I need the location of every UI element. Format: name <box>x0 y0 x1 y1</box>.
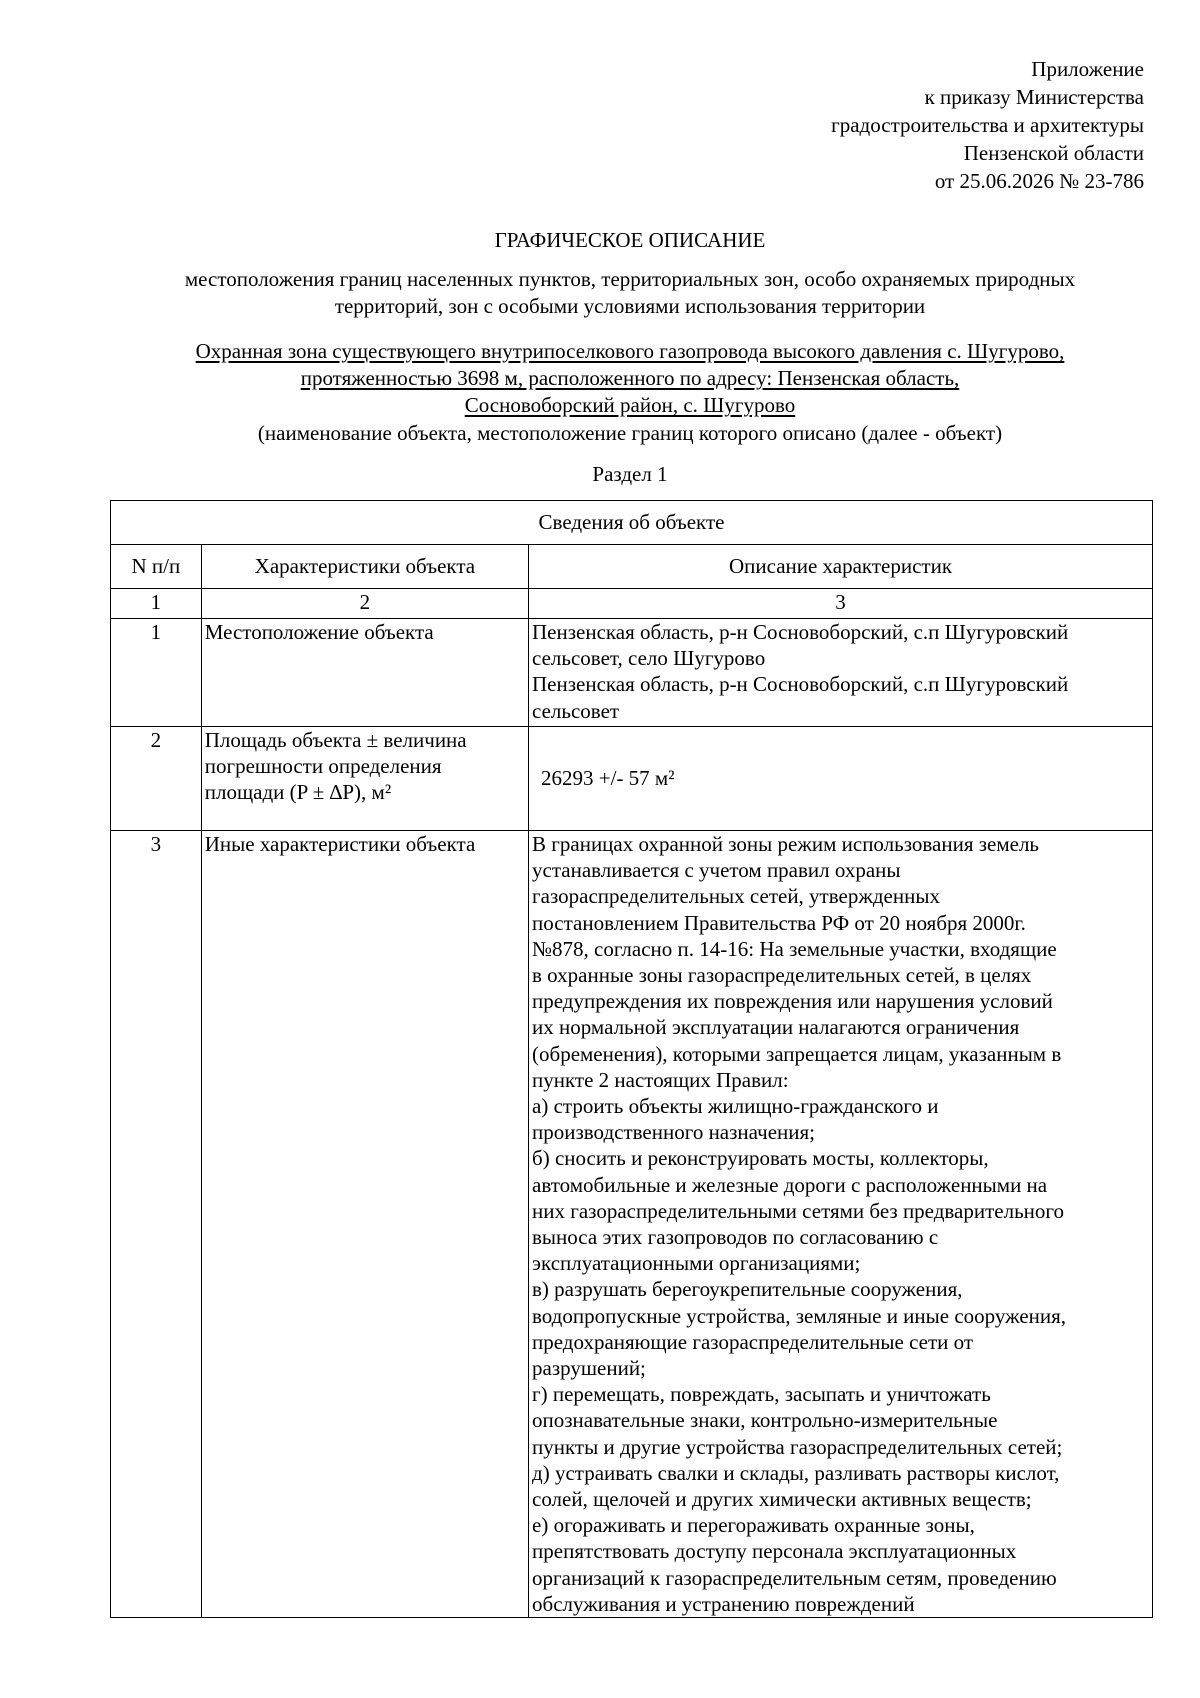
header-line: Приложение <box>1031 57 1144 81</box>
text-line: предупреждения их повреждения или нарушения условий <box>532 989 1053 1014</box>
order-reference-header <box>831 55 1144 195</box>
text-line: постановлением Правительства РФ от 20 ноября 2000г. <box>532 910 1026 935</box>
text-line: пункты и другие устройства газораспределительных сетей; <box>532 1434 1063 1459</box>
object-info-table <box>110 500 1153 1618</box>
row-description <box>529 727 1153 831</box>
text-line: сельсовет <box>532 698 620 723</box>
text-line: (обременения), которыми запрещается лицам, указанным в <box>532 1041 1062 1066</box>
row-characteristic <box>201 619 528 727</box>
text-line: а) строить объекты жилищно-гражданского и <box>532 1094 939 1119</box>
text-line: организаций к газораспределительным сетям, проведению <box>532 1565 1057 1590</box>
text-line: опознавательные знаки, контрольно-измерительные <box>532 1408 998 1433</box>
row-characteristic <box>201 727 528 831</box>
text-line: №878, согласно п. 14-16: На земельные участки, входящие <box>532 936 1057 961</box>
text-line: г) перемещать, повреждать, засыпать и уничтожать <box>532 1382 991 1407</box>
text-line: В границах охранной зоны режим использования земель <box>532 832 1040 856</box>
header-line: к приказу Министерства <box>924 85 1144 109</box>
text-line: их нормальной эксплуатации налагаются ограничения <box>532 1015 1020 1040</box>
text-line: Пензенская область, р-н Сосновоборский, с.п Шугуровский <box>532 620 1069 644</box>
text-line: д) устраивать свалки и склады, разливать растворы кислот, <box>532 1460 1060 1485</box>
column-number: 1 <box>111 589 202 619</box>
text-line: Площадь объекта ± величина <box>204 728 467 752</box>
text-line: площади (P ± ∆P), м² <box>204 780 392 805</box>
subtitle-line: местоположения границ населенных пунктов, территориальных зон, особо охраняемых природных <box>184 267 1076 291</box>
text-line: пункте 2 настоящих Правил: <box>532 1067 789 1092</box>
header-line: от 25.06.2026 № 23-786 <box>934 169 1144 193</box>
row-description <box>529 619 1153 727</box>
text-line: б) сносить и реконструировать мосты, коллекторы, <box>532 1146 989 1171</box>
object-name-line: Охранная зона существующего внутрипоселкового газопровода высокого давления с. Шугурово, <box>195 339 1065 363</box>
object-name <box>110 338 1150 419</box>
text-line: Пензенская область, р-н Сосновоборский, с.п Шугуровский <box>532 672 1069 697</box>
row-number: 3 <box>111 831 202 1618</box>
object-name-line: протяженностью 3698 м, расположенного по адресу: Пензенская область, <box>300 366 960 390</box>
text-line: выноса этих газопроводов по согласованию с <box>532 1225 939 1250</box>
column-number: 3 <box>529 589 1153 619</box>
text-line: в охранные зоны газораспределительных сетей, в целях <box>532 963 1032 988</box>
text-line: автомобильные и железные дороги с расположенными на <box>532 1172 1048 1197</box>
object-name-caption: (наименование объекта, местоположение границ которого описано (далее - объект) <box>257 421 1003 445</box>
section-title: Раздел 1 <box>592 462 668 486</box>
text-line: Иные характеристики объекта <box>204 832 476 856</box>
column-header-description: Описание характеристик <box>529 545 1153 589</box>
document-title: ГРАФИЧЕСКОЕ ОПИСАНИЕ <box>494 228 766 252</box>
text-line: в) разрушать берегоукрепительные сооружения, <box>532 1277 963 1302</box>
text-line: солей, щелочей и других химически активных веществ; <box>532 1487 1032 1512</box>
header-line: градостроительства и архитектуры <box>831 113 1144 137</box>
row-description <box>529 831 1153 1618</box>
text-line: обслуживания и устранению повреждений <box>532 1591 915 1616</box>
row-characteristic <box>201 831 528 1618</box>
table-title-row <box>111 501 1153 545</box>
text-line: е) огораживать и перегораживать охранные зоны, <box>532 1513 975 1538</box>
row-number: 2 <box>111 727 202 831</box>
header-line: Пензенской области <box>963 141 1144 165</box>
column-header-number: N п/п <box>111 545 202 589</box>
text-line: производственного назначения; <box>532 1120 815 1145</box>
column-number-row <box>111 589 1153 619</box>
text-line: устанавливается с учетом правил охраны <box>532 858 901 883</box>
column-number: 2 <box>201 589 528 619</box>
text-line: Местоположение объекта <box>204 620 434 644</box>
table-row <box>111 619 1153 727</box>
subtitle-line: территорий, зон с особыми условиями использования территории <box>334 294 926 318</box>
text-line: водопропускные устройства, земляные и иные сооружения, <box>532 1303 1067 1328</box>
text-line: эксплуатационными организациями; <box>532 1251 861 1276</box>
area-value: 26293 +/- 57 м² <box>541 766 675 791</box>
text-line: газораспределительных сетей, утвержденных <box>532 884 940 909</box>
text-line: препятствовать доступу персонала эксплуатационных <box>532 1539 1017 1564</box>
text-line: погрешности определения <box>204 754 442 779</box>
object-name-line: Сосновоборский район, с. Шугурово <box>464 393 796 417</box>
row-number: 1 <box>111 619 202 727</box>
column-header-characteristic: Характеристики объекта <box>201 545 528 589</box>
text-line: разрушений; <box>532 1356 646 1381</box>
text-line: предохраняющие газораспределительные сети от <box>532 1329 974 1354</box>
table-row <box>111 727 1153 831</box>
text-line: сельсовет, село Шугурово <box>532 646 766 671</box>
document-subtitle <box>110 266 1150 320</box>
table-header-row <box>111 545 1153 589</box>
text-line: них газораспределительными сетями без предварительного <box>532 1198 1064 1223</box>
table-title: Сведения об объекте <box>111 501 1153 545</box>
table-row <box>111 831 1153 1618</box>
